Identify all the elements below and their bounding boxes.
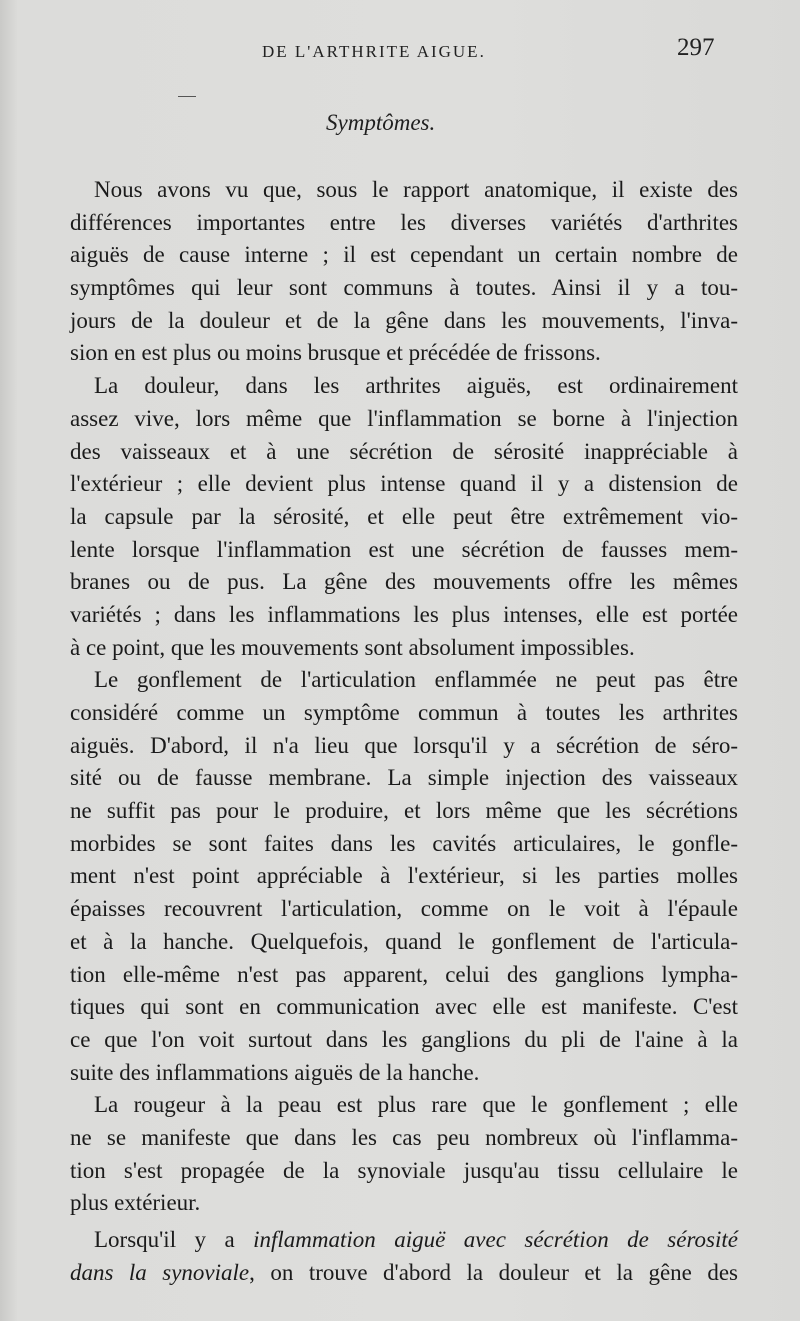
text-line: Nous avons vu que, sous le rapport anatomique, il existe des bbox=[94, 177, 738, 202]
text-line: aiguës de cause interne ; il est cependant un certain nombre de bbox=[70, 242, 738, 268]
text-line: tion s'est propagée de la synoviale jusqu'au tissu cellulaire le bbox=[70, 1157, 738, 1183]
paragraph-1 bbox=[70, 174, 738, 370]
text-line: ne se manifeste que dans les cas peu nombreux où l'inflamma- bbox=[70, 1124, 738, 1150]
printer-mark bbox=[178, 96, 196, 97]
text-line: plus extérieur. bbox=[70, 1190, 201, 1216]
section-title: Symptômes. bbox=[326, 110, 436, 135]
text-line: lente lorsque l'inflammation est une sécrétion de fausses mem- bbox=[70, 536, 738, 562]
text-line bbox=[70, 1224, 738, 1257]
paragraph-4 bbox=[70, 1089, 738, 1220]
paragraph-5 bbox=[70, 1224, 738, 1289]
text-line: et à la hanche. Quelquefois, quand le gonflement de l'articula- bbox=[70, 928, 738, 954]
text-line: La douleur, dans les arthrites aiguës, est ordinairement bbox=[94, 373, 738, 399]
text-line: morbides se sont faites dans les cavités articulaires, le gonfle- bbox=[70, 830, 738, 856]
text-line: sion en est plus ou moins brusque et précédée de frissons. bbox=[70, 340, 601, 366]
text-line: tiques qui sont en communication avec elle est manifeste. C'est bbox=[70, 994, 738, 1020]
text-line: la capsule par la sérosité, et elle peut être extrêmement vio- bbox=[70, 503, 738, 529]
text-line: branes ou de pus. La gêne des mouvements offre les mêmes bbox=[70, 569, 738, 595]
page-number: 297 bbox=[677, 34, 715, 61]
text-line: Le gonflement de l'articulation enflammée ne peut pas être bbox=[94, 667, 738, 693]
text-line: tion elle-même n'est pas apparent, celui des ganglions lympha- bbox=[70, 961, 738, 987]
paragraph-3 bbox=[70, 664, 738, 1089]
text-line: La rougeur à la peau est plus rare que le gonflement ; elle bbox=[94, 1092, 738, 1118]
running-title: DE L'ARTHRITE AIGUE. bbox=[262, 42, 486, 61]
text-line: symptômes qui leur sont communs à toutes. Ainsi il y a tou- bbox=[70, 275, 738, 301]
text-line: sité ou de fausse membrane. La simple injection des vaisseaux bbox=[70, 765, 738, 791]
italic-text-run: dans la synoviale bbox=[70, 1259, 250, 1285]
text-run: , on trouve d'abord la douleur et la gêne des bbox=[249, 1259, 738, 1285]
text-line: variétés ; dans les inflammations les plus intenses, elle est portée bbox=[70, 601, 738, 627]
text-line: considéré comme un symptôme commun à toutes les arthrites bbox=[70, 700, 738, 725]
body-text bbox=[70, 174, 738, 1289]
text-line: des vaisseaux et à une sécrétion de sérosité inappréciable à bbox=[70, 438, 738, 464]
text-line: aiguës. D'abord, il n'a lieu que lorsqu'il y a sécrétion de séro- bbox=[70, 732, 738, 758]
text-line: ce que l'on voit surtout dans les ganglions du pli de l'aine à la bbox=[70, 1026, 738, 1052]
text-line: l'extérieur ; elle devient plus intense quand il y a distension de bbox=[70, 471, 738, 497]
text-line bbox=[70, 1257, 738, 1290]
text-line: suite des inflammations aiguës de la hanche. bbox=[70, 1059, 480, 1085]
text-line: jours de la douleur et de la gêne dans les mouvements, l'inva- bbox=[70, 307, 738, 333]
italic-text-run: inflammation aiguë avec sécrétion de sérosité bbox=[253, 1227, 738, 1252]
paragraph-2 bbox=[70, 370, 738, 664]
text-line: à ce point, que les mouvements sont absolument impossibles. bbox=[70, 634, 635, 660]
text-line: épaisses recouvrent l'articulation, comme on le voit à l'épaule bbox=[70, 896, 738, 922]
text-line: ne suffit pas pour le produire, et lors même que les sécrétions bbox=[70, 798, 738, 824]
text-line: assez vive, lors même que l'inflammation se borne à l'injection bbox=[70, 405, 738, 431]
text-line: différences importantes entre les diverses variétés d'arthrites bbox=[70, 209, 738, 235]
text-run: Lorsqu'il y a bbox=[94, 1227, 254, 1252]
text-line: ment n'est point appréciable à l'extérieur, si les parties molles bbox=[70, 863, 738, 889]
